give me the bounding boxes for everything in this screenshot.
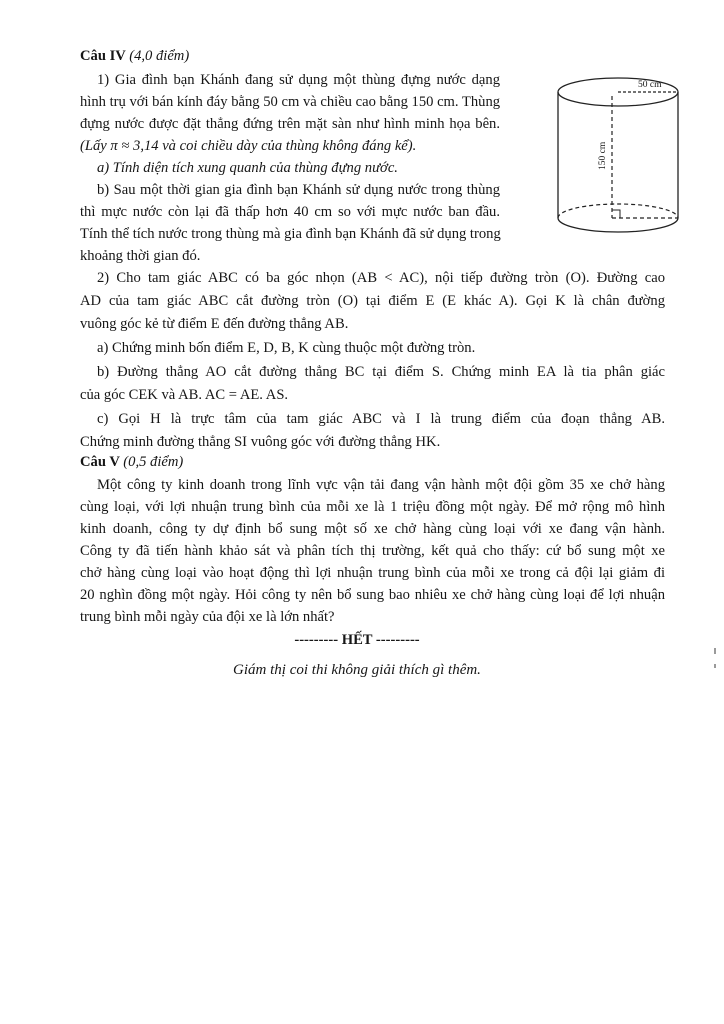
q4-p1-line: (Lấy π ≈ 3,14 và coi chiều dày của thùng không đáng kể). [80,138,417,154]
question-5-heading [80,453,183,471]
q4-p1-line: khoảng thời gian đó. [80,248,201,264]
q4-p1b: b) Sau một thời gian gia đình bạn Khánh sử dụng nước trong thùng [97,182,500,198]
q4-p2c: c) Gọi H là trực tâm của tam giác ABC và I là trung điểm của đoạn thẳng AB. [97,411,665,427]
q4-p2b: b) Đường thẳng AO cắt đường thẳng BC tại điểm S. Chứng minh EA là tia phân giác [97,364,665,380]
scan-mark [714,664,716,668]
q4-p2-line: 2) Cho tam giác ABC có ba góc nhọn (AB < AC), nội tiếp đường tròn (O). Đường cao [97,270,665,286]
end-marker: --------- HẾT --------- [294,632,420,648]
q4-p1-line: thì mực nước còn lại đã thấp hơn 40 cm so với mực nước ban đầu. [80,204,500,220]
q4-p1a: a) Tính diện tích xung quanh của thùng đựng nước. [97,160,398,176]
question-4-points: (4,0 điểm) [129,48,190,64]
radius-label: 50 cm [638,80,662,90]
q5-line: cùng loại, với lợi nhuận trung bình của mỗi xe là 1 triệu đồng một ngày. Để mở rộng mô hình [80,499,665,515]
q4-p2-line: Chứng minh đường thẳng SI vuông góc với đường thẳng HK. [80,434,441,450]
q4-p1-line: 1) Gia đình bạn Khánh đang sử dụng một thùng đựng nước dạng [97,72,500,88]
q4-p1-line: hình trụ với bán kính đáy bằng 50 cm và chiều cao bằng 150 cm. Thùng [80,94,501,110]
q5-line: 20 nghìn đồng một ngày. Hỏi công ty nên bổ sung bao nhiêu xe chở hàng cùng loại để lợi nhuận [80,587,665,603]
proctor-note: Giám thị coi thi không giải thích gì thêm. [233,662,481,678]
question-5-title: Câu V [80,454,120,470]
cylinder-figure [552,74,686,244]
scan-mark [714,648,716,654]
q5-line: Công ty đã tiến hành khảo sát và phân tích thị trường, kết quả cho thấy: cứ bổ sung một xe [80,543,665,559]
q4-p2-line: của góc CEK và AB. AC = AE. AS. [80,387,289,403]
q5-line: Một công ty kinh doanh trong lĩnh vực vận tải đang vận hành một đội gồm 35 xe chở hàng [97,477,665,493]
q4-p2a: a) Chứng minh bốn điểm E, D, B, K cùng thuộc một đường tròn. [97,340,476,356]
q5-line: chở hàng cùng loại vào hoạt động thì lợi nhuận trung bình của mỗi xe trong cả đội lại giảm đi [80,565,665,581]
question-5-points: (0,5 điểm) [123,454,184,470]
q5-line: kinh doanh, công ty dự định bổ sung một số xe chở hàng cùng loại với xe đang vận hành. [80,521,665,537]
height-label: 150 cm [598,141,608,170]
q5-line: trung bình mỗi ngày của đội xe là lớn nhất? [80,609,335,625]
q4-p1-line: đựng nước được đặt thẳng đứng trên mặt sàn như hình minh họa bên. [80,116,500,132]
q4-p2-line: AD của tam giác ABC cắt đường tròn (O) tại điểm E (E khác A). Gọi K là chân đường [80,293,665,309]
q4-p2-line: vuông góc kẻ từ điểm E đến đường thẳng AB. [80,316,349,332]
question-4-heading [80,47,189,65]
question-4-title: Câu IV [80,48,126,64]
q4-p1-line: Tính thể tích nước trong thùng mà gia đình bạn Khánh đã sử dụng trong [80,226,501,242]
